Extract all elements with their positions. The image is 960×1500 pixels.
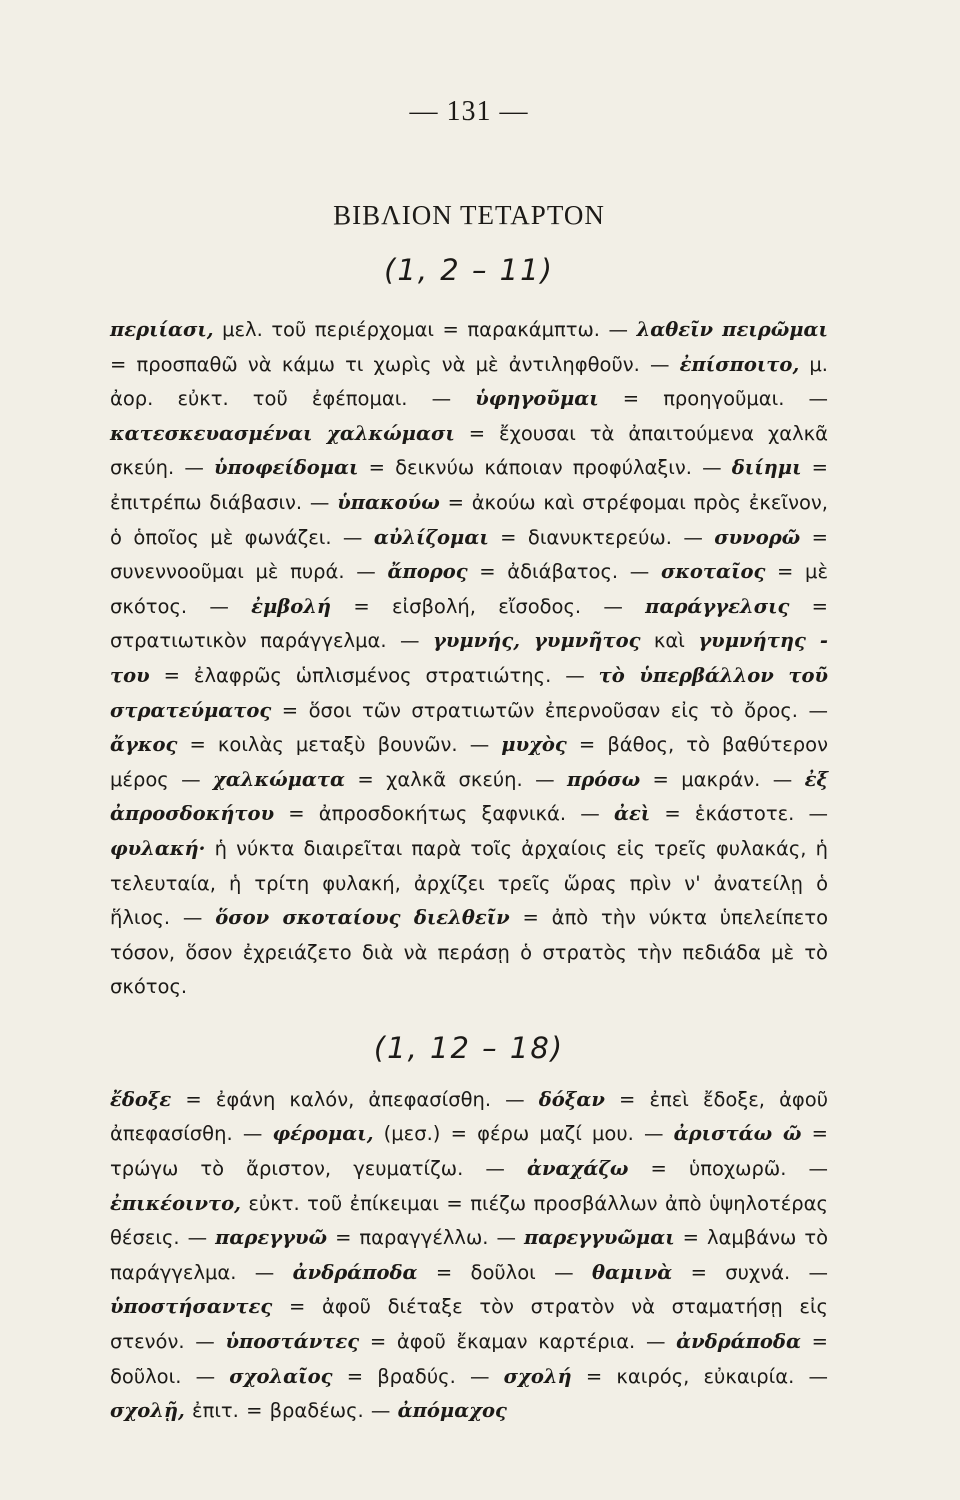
gloss-definition: καὶ: [640, 629, 699, 653]
gloss-term: ἄπορος: [387, 560, 468, 584]
gloss-definition: = ἑκάστοτε. —: [650, 802, 828, 826]
gloss-definition: = ἐφάνη καλόν, ἀπεφασίσθη. —: [171, 1087, 539, 1111]
gloss-term: κατεσκευασμέναι χαλκώμασι: [110, 421, 455, 445]
gloss-definition: = προσπαθῶ νὰ κάμω τι χωρὶς νὰ μὲ ἀντιληφθοῦν. —: [110, 352, 680, 376]
gloss-term: ὑποστάντες: [225, 1330, 360, 1354]
gloss-term: ἀνδράποδα: [676, 1330, 801, 1354]
gloss-term: φέρομαι,: [272, 1122, 374, 1146]
gloss-term: ὑποφείδομαι: [214, 456, 359, 480]
gloss-term: γυμνήτης - του: [110, 629, 829, 687]
gloss-term: ἀνδράποδα: [292, 1260, 418, 1284]
page-number: — 131 —: [409, 96, 529, 127]
gloss-term: περιίασι,: [110, 318, 214, 341]
gloss-definition: μ. ἀορ. εὐκτ. τοῦ ἐφέπομαι. —: [110, 352, 828, 411]
gloss-term: ἐπικέοιντο,: [110, 1191, 241, 1215]
gloss-definition: = ἔχουσαι τὰ ἀπαιτούμενα χαλκᾶ σκεύη. —: [110, 421, 828, 480]
gloss-term: παράγγελσις: [645, 594, 790, 618]
gloss-definition: = ἀκούω καὶ στρέφομαι πρὸς ἐκεῖνον, ὁ ὁποῖος μὲ φωνάζει. —: [110, 490, 828, 549]
gloss-definition: = ἀπροσδοκήτως ξαφνικά. —: [274, 802, 614, 826]
gloss-definition: = καιρός, εὐκαιρία. —: [571, 1364, 829, 1388]
gloss-term: φυλακή·: [110, 836, 206, 860]
gloss-term: διίημι: [731, 456, 802, 480]
gloss-term: ἔδοξε: [110, 1087, 172, 1111]
gloss-definition: = διανυκτερεύω. —: [488, 525, 715, 549]
gloss-definition: ἐπιτ. = βραδέως. —: [184, 1399, 398, 1423]
gloss-term: συνορῶ: [714, 525, 801, 549]
gloss-term: λαθεῖν πειρῶμαι: [636, 318, 828, 341]
gloss-definition: = ἀπὸ τὴν νύκτα ὑπελείπετο τόσον, ὅσον ἐχρειάζετο διὰ νὰ περάσῃ ὁ στρατὸς τὴν πεδιάδα μὲ τὸ σκότος.: [110, 906, 829, 999]
gloss-term: παρεγγυῶ: [215, 1226, 328, 1250]
gloss-definition: = λαμβάνω τὸ παράγγελμα. —: [110, 1226, 828, 1284]
gloss-term: ἀεὶ: [613, 802, 651, 826]
gloss-term: γυμνής, γυμνῆτος: [432, 629, 641, 653]
gloss-definition: = βάθος, τὸ βαθύτερον μέρος —: [110, 733, 828, 791]
gloss-term: ἐπίσποιτο,: [679, 352, 800, 376]
gloss-definition: = μακράν. —: [640, 767, 805, 791]
gloss-definition: = δοῦλοι —: [417, 1260, 592, 1284]
gloss-term: σχολαῖος: [229, 1364, 333, 1388]
section-reference: (1, 2 – 11): [384, 253, 554, 287]
gloss-definition: εὐκτ. τοῦ ἐπίκειμαι = πιέζω προσβάλλων ἀπὸ ὑψηλοτέρας θέσεις. —: [110, 1191, 828, 1250]
gloss-term: πρόσω: [566, 767, 641, 791]
gloss-term: ἀναχάζω: [526, 1157, 629, 1181]
gloss-definition: = μὲ σκότος. —: [110, 560, 829, 618]
gloss-definition: = ἀφοῦ ἔκαμαν καρτέρια. —: [359, 1330, 677, 1354]
gloss-definition: = τρώγω τὸ ἄριστον, γευματίζω. —: [110, 1122, 828, 1181]
gloss-definition: = ἐπεὶ ἔδοξε, ἀφοῦ ἀπεφασίσθη. —: [110, 1087, 829, 1146]
gloss-term: σχολῇ,: [110, 1399, 185, 1423]
gloss-term: παρεγγυῶμαι: [523, 1226, 675, 1250]
section-reference: (1, 12 – 18): [373, 1030, 565, 1065]
gloss-definition: = συνεννοοῦμαι μὲ πυρά. —: [110, 525, 828, 584]
gloss-definition: = βραδύς. —: [332, 1364, 504, 1388]
gloss-definition: = ἐλαφρῶς ὡπλισμένος στρατιώτης. —: [149, 663, 599, 687]
gloss-term: αὐλίζομαι: [373, 525, 489, 549]
gloss-term: σκοταῖος: [660, 560, 766, 584]
gloss-term: ἄγκος: [110, 733, 178, 757]
gloss-definition: = δοῦλοι. —: [110, 1330, 828, 1388]
gloss-term: ὑποστήσαντες: [110, 1295, 273, 1319]
gloss-term: ἐξ ἀπροσδοκήτου: [110, 767, 828, 826]
gloss-definition: = παραγγέλλω. —: [327, 1226, 524, 1250]
gloss-definition: = στρατιωτικὸν παράγγελμα. —: [110, 594, 828, 653]
gloss-definition: = χαλκᾶ σκεύη. —: [345, 767, 567, 791]
gloss-term: χαλκώματα: [212, 767, 346, 791]
gloss-definition: μελ. τοῦ περιέρχομαι = παρακάμπτω. —: [213, 318, 637, 341]
gloss-term: θαμινὰ: [591, 1260, 673, 1284]
gloss-definition: = ἐπιτρέπω διάβασιν. —: [110, 456, 828, 514]
gloss-definition: = εἰσβολή, εἴσοδος. —: [331, 594, 646, 618]
gloss-definition: = κοιλὰς μεταξὺ βουνῶν. —: [177, 733, 502, 757]
gloss-definition: = ὑποχωρῶ. —: [628, 1157, 828, 1181]
book-title: ΒΙΒΛΙΟΝ ΤΕΤΑΡΤΟΝ: [333, 200, 605, 230]
gloss-definition: = ἀδιάβατος. —: [467, 560, 661, 584]
gloss-definition: (μεσ.) = φέρω μαζί μου. —: [373, 1122, 674, 1146]
gloss-term: ἐμβολή: [251, 594, 332, 618]
gloss-definition: = ἀφοῦ διέταξε τὸν στρατὸν νὰ σταματήσῃ εἰς στενόν. —: [110, 1295, 828, 1354]
gloss-term: μυχὸς: [501, 733, 567, 757]
gloss-term: ὑπακούω: [337, 490, 440, 514]
gloss-term: ὅσον σκοταίους διελθεῖν: [215, 906, 510, 930]
gloss-definition: = δεικνύω κάποιαν προφύλαξιν. —: [358, 456, 732, 480]
gloss-definition: ἡ νύκτα διαιρεῖται παρὰ τοῖς ἀρχαίοις εἰς τρεῖς φυλακάς, ἡ τελευταία, ἡ τρίτη φυλακή, ἀρχίζει τρεῖς ὥρας πρὶν ν' ἀνατείλῃ ὁ ἥλιος. —: [110, 836, 828, 930]
glossary-paragraph: [110, 1083, 828, 1429]
gloss-term: ἀριστάω ῶ: [673, 1122, 802, 1146]
gloss-definition: = προηγοῦμαι. —: [598, 387, 828, 411]
gloss-term: ἀπόμαχος: [397, 1399, 507, 1423]
gloss-term: ὑφηγοῦμαι: [475, 387, 599, 411]
gloss-term: δόξαν: [538, 1087, 605, 1111]
gloss-definition: = ὅσοι τῶν στρατιωτῶν ἐπερνοῦσαν εἰς τὸ ὄρος. —: [271, 698, 828, 722]
gloss-term: τὸ ὑπερβάλλον τοῦ στρατεύματος: [110, 663, 828, 722]
gloss-definition: = συχνά. —: [672, 1260, 828, 1284]
gloss-term: σχολή: [503, 1364, 572, 1388]
glossary-paragraph: [110, 313, 828, 1005]
